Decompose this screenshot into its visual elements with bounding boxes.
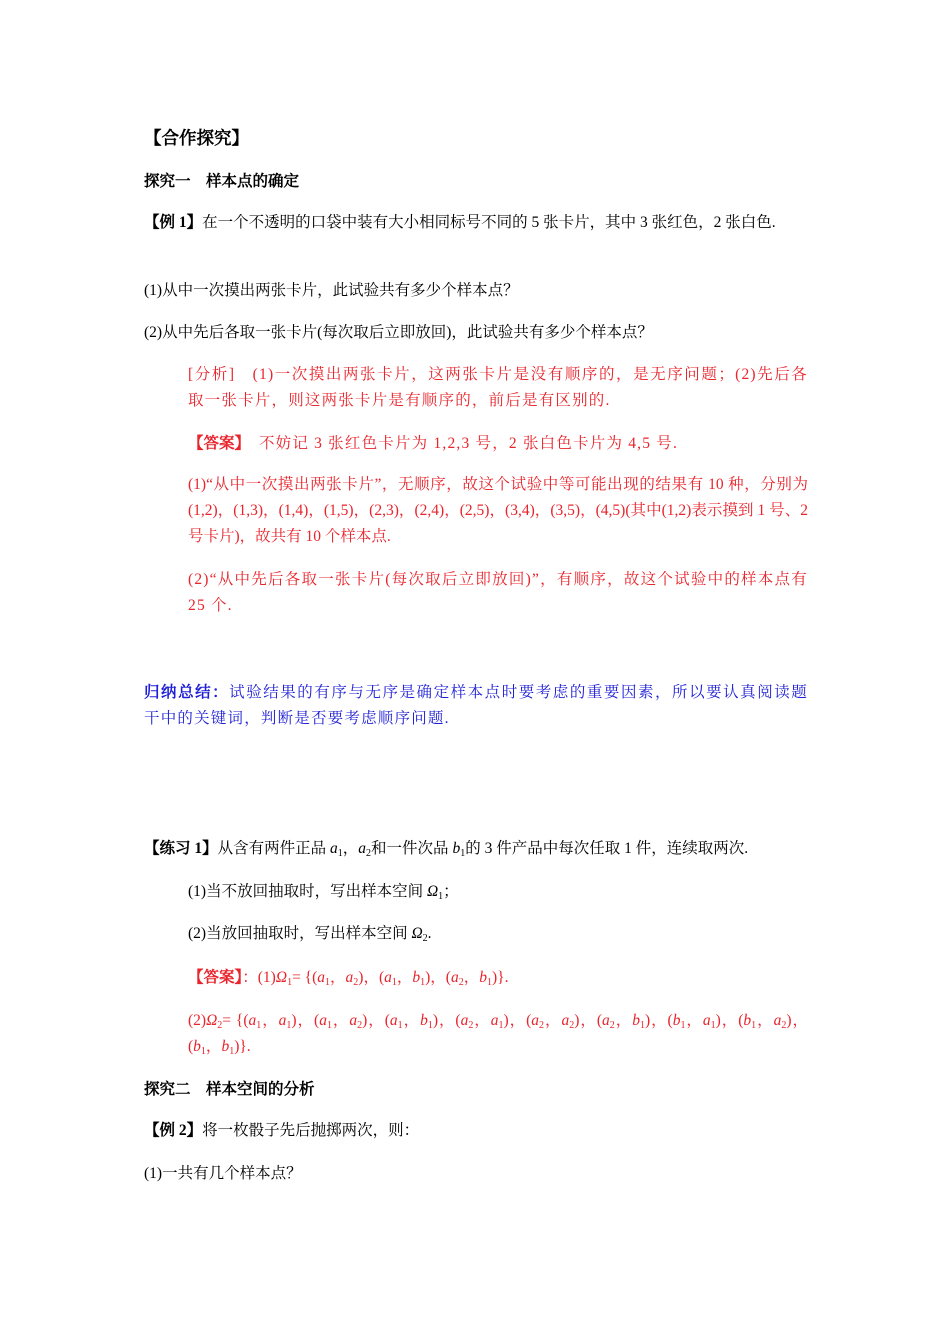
- example1-question2: (2)从中先后各取一张卡片(每次取后立即放回)，此试验共有多少个样本点？: [144, 324, 653, 341]
- symbol-b: b: [479, 969, 487, 986]
- example1-answer-intro-line: [144, 431, 808, 457]
- symbol-a: a: [602, 1012, 610, 1029]
- subscript: 1: [229, 1046, 235, 1057]
- subscript: 1: [639, 1020, 645, 1031]
- example1-answer-part1: [144, 472, 808, 550]
- subscript: 1: [256, 1020, 262, 1031]
- subscript: 1: [337, 848, 343, 859]
- symbol-b: b: [193, 1038, 201, 1055]
- practice1-label: 【练习 1】: [144, 840, 218, 857]
- example2-label: 【例 2】: [144, 1122, 203, 1139]
- symbol-a: a: [330, 840, 338, 857]
- practice1-question1: [144, 879, 808, 905]
- symbol-b: b: [221, 1038, 230, 1055]
- symbol-b: b: [743, 1012, 752, 1029]
- example1-analysis: [分析] (1)一次摸出两张卡片，这两张卡片是没有顺序的，是无序问题；(2)先后各取一张卡片，则这两张卡片是有顺序的，前后是有区别的.: [188, 366, 808, 409]
- subscript: 1: [498, 1020, 504, 1031]
- example1-answer-intro: 不妨记 3 张红色卡片为 1,2,3 号，2 张白色卡片为 4,5 号.: [242, 435, 679, 452]
- subscript: 2: [366, 848, 372, 859]
- symbol-a: a: [248, 1012, 257, 1029]
- practice1-question2: [144, 921, 808, 947]
- symbol-a: a: [450, 969, 459, 986]
- subscript: 2: [781, 1020, 787, 1031]
- symbol-a: a: [702, 1012, 711, 1029]
- subscript: 2: [357, 1020, 363, 1031]
- symbol-omega: Ω: [206, 1012, 218, 1029]
- summary-paragraph: [144, 680, 808, 732]
- subscript: 1: [460, 848, 466, 859]
- subscript: 2: [539, 1020, 545, 1031]
- subscript: 2: [609, 1020, 615, 1031]
- exploration2-heading: 探究二 样本空间的分析: [144, 1081, 315, 1098]
- subscript: 1: [486, 977, 492, 988]
- subscript: 1: [420, 977, 426, 988]
- symbol-a: a: [561, 1012, 570, 1029]
- example2-text: 将一枚骰子先后抛掷两次，则：: [202, 1122, 420, 1139]
- practice1-comma: ，: [342, 840, 359, 857]
- subscript: 2: [569, 1020, 575, 1031]
- symbol-a: a: [278, 1012, 287, 1029]
- summary-label: 归纳总结：: [144, 684, 230, 701]
- subscript: 2: [353, 977, 359, 988]
- section-title: 【合作探究】: [144, 128, 249, 148]
- practice1-paragraph: [144, 836, 808, 862]
- practice1-text-c: 的 3 件产品中每次任取 1 件，连续取两次.: [465, 840, 749, 857]
- practice1-answer1-prefix: ：(1): [242, 969, 276, 986]
- symbol-b: b: [672, 1012, 681, 1029]
- subscript: 1: [680, 1020, 686, 1031]
- subscript: 1: [751, 1020, 757, 1031]
- symbol-a: a: [349, 1012, 358, 1029]
- symbol-a: a: [358, 840, 367, 857]
- practice1-answer2: [144, 1008, 808, 1060]
- example1-answer-part2: (2)“从中先后各取一张卡片(每次取后立即放回)”，有顺序，故这个试验中的样本点有 25 个.: [188, 571, 808, 614]
- symbol-a: a: [345, 969, 354, 986]
- example1-answer-label: 【答案】: [188, 435, 243, 452]
- symbol-a: a: [490, 1012, 499, 1029]
- practice1-text-b: 和一件次品: [371, 840, 453, 857]
- practice1-answer2-prefix: (2): [188, 1012, 207, 1029]
- subscript: 2: [422, 933, 428, 944]
- symbol-b: b: [420, 1012, 428, 1029]
- subscript: 1: [200, 1046, 206, 1057]
- symbol-a: a: [317, 969, 326, 986]
- example1-label: 【例 1】: [144, 214, 203, 231]
- practice1-q1-end: ；: [443, 883, 459, 900]
- symbol-b: b: [412, 969, 421, 986]
- symbol-omega: Ω: [411, 925, 423, 942]
- subscript: 2: [217, 1020, 223, 1031]
- example1-text: 在一个不透明的口袋中装有大小相同标号不同的 5 张卡片，其中 3 张红色，2 张白色.: [202, 214, 776, 231]
- example1-answer-part1-text: (1)“从中一次摸出两张卡片”，无顺序，故这个试验中等可能出现的结果有 10 种，分别为(1,2)，(1,3)，(1,4)，(1,5)，(2,3)，(2,4)，(2,5)，(3,4)，(3,5)，(4,5)(其中(1,2)表示摸到 1 号、2 号卡片)，故共有 10 个样本点.: [188, 476, 808, 545]
- subscript: 1: [287, 977, 293, 988]
- practice1-q2-text: (2)当放回抽取时，写出样本空间: [188, 925, 412, 942]
- symbol-b: b: [452, 840, 461, 857]
- subscript: 1: [427, 1020, 433, 1031]
- symbol-a: a: [384, 969, 392, 986]
- practice1-answer1: [144, 965, 808, 991]
- symbol-a: a: [773, 1012, 782, 1029]
- practice1-q2-end: .: [427, 925, 432, 942]
- example2-paragraph: [144, 1118, 808, 1144]
- symbol-a: a: [319, 1012, 327, 1029]
- practice1-text-a: 从含有两件正品: [217, 840, 331, 857]
- summary-text: 试验结果的有序与无序是确定样本点时要考虑的重要因素，所以要认真阅读题干中的关键词，判断是否要考虑顺序问题.: [144, 684, 808, 727]
- exploration1-heading: 探究一 样本点的确定: [144, 173, 300, 190]
- symbol-b: b: [632, 1012, 640, 1029]
- subscript: 1: [438, 891, 444, 902]
- subscript: 2: [468, 1020, 474, 1031]
- practice1-answer1-set: = {($a_1$，$a_2$)，($a_1$，$b_1$)，($a_2$，$b_1$)}.: [292, 969, 509, 988]
- subscript: 1: [391, 977, 397, 988]
- symbol-omega: Ω: [275, 969, 288, 986]
- symbol-a: a: [531, 1012, 540, 1029]
- practice1-q1-text: (1)当不放回抽取时，写出样本空间: [188, 883, 427, 900]
- symbol-a: a: [389, 1012, 398, 1029]
- symbol-a: a: [460, 1012, 469, 1029]
- subscript: 1: [325, 977, 331, 988]
- subscript: 1: [397, 1020, 403, 1031]
- practice1-answer2-set: = {($a_1$，$a_1$)，($a_1$，$a_2$)，($a_1$，$b_1$)，($a_2$，$a_1$)，($a_2$，$a_2$)，($a_2$，$b_1$)，($b_1$，$a_1$)，($b_1$，$a_2$)，($b_1$，$b_1$)}.: [188, 1012, 808, 1057]
- example1-question1: (1)从中一次摸出两张卡片，此试验共有多少个样本点？: [144, 282, 519, 299]
- practice1-answer-label: 【答案】: [188, 969, 243, 986]
- subscript: 1: [710, 1020, 716, 1031]
- subscript: 2: [458, 977, 464, 988]
- subscript: 1: [326, 1020, 332, 1031]
- example1-paragraph: [144, 210, 808, 236]
- symbol-omega: Ω: [426, 883, 439, 900]
- example2-question1: (1)一共有几个样本点？: [144, 1165, 302, 1182]
- subscript: 1: [286, 1020, 292, 1031]
